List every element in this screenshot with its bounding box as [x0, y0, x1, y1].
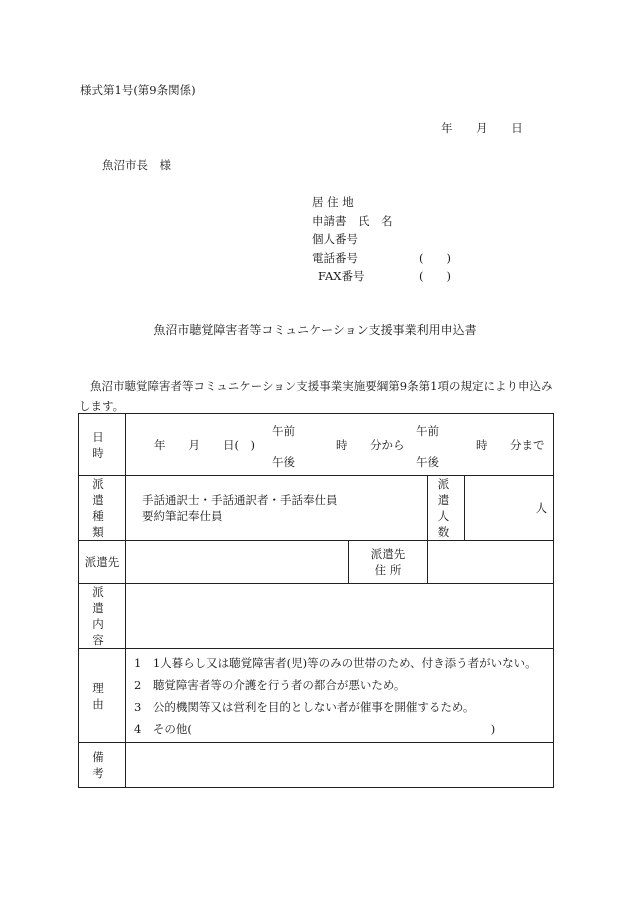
destination-address-label: 派遣先 住 所	[349, 541, 428, 584]
start-pm: 午後	[272, 455, 295, 469]
date-line: 年 月 日	[441, 121, 523, 135]
dispatch-count-label: 派 遣 人 数	[428, 476, 465, 541]
reason-item[interactable]: 1 1人暮らし又は聴覚障害者(児)等のみの世帯のため、付き添う者がいない。	[134, 655, 537, 670]
start-am: 午前	[272, 424, 295, 438]
reason-item[interactable]: 3 公的機関等又は営利を目的としない者が催事を開催するため。	[134, 699, 475, 714]
dispatch-type-row	[79, 476, 554, 541]
destination-field[interactable]	[126, 541, 349, 584]
destination-address-field[interactable]	[428, 541, 554, 584]
dispatch-type-label: 派 遣 種 類	[79, 476, 126, 541]
fax-row	[312, 267, 451, 286]
remarks-row	[79, 743, 554, 788]
datetime-field[interactable]	[126, 414, 554, 476]
dispatch-count-field[interactable]	[465, 476, 554, 541]
datetime-row	[79, 414, 554, 476]
end-until: 分まで	[510, 438, 545, 452]
reason-item[interactable]: 4 その他( )	[134, 721, 496, 736]
document-title: 魚沼市聴覚障害者等コミュニケーション支援事業利用申込書	[153, 323, 477, 337]
phone-label: 電話番号	[312, 250, 358, 265]
reason-options	[126, 649, 554, 743]
addressee: 魚沼市長 様	[102, 158, 171, 172]
reason-item[interactable]: 2 聴覚障害者等の介護を行う者の都合が悪いため。	[134, 677, 406, 692]
dispatch-type-options[interactable]	[126, 476, 428, 541]
count-unit: 人	[535, 501, 548, 515]
application-table	[78, 413, 554, 788]
reason-row	[79, 649, 554, 743]
content-label: 派 遣 内 容	[79, 584, 126, 649]
applicant-block	[312, 193, 451, 286]
destination-row	[79, 541, 554, 584]
destination-label: 派遣先	[79, 541, 126, 584]
end-pm: 午後	[416, 455, 439, 469]
phone-row	[312, 249, 451, 268]
address-label: 居 住 地	[312, 195, 354, 209]
fax-label: FAX番号	[318, 269, 365, 283]
date-ymd: 年 月 日( )	[154, 438, 255, 452]
form-number: 様式第1号(第9条関係)	[80, 83, 196, 97]
option-sign-language: 手話通訳士・手話通訳者・手話奉仕員	[142, 493, 338, 507]
intro-text: 魚沼市聴覚障害者等コミュニケーション支援事業実施要綱第9条第1項の規定により申込みします。	[79, 379, 553, 413]
option-summary-writer: 要約筆記奉仕員	[142, 509, 223, 523]
reason-label: 理 由	[79, 649, 126, 743]
personal-number-label: 個人番号	[312, 232, 358, 246]
datetime-label: 日 時	[79, 414, 126, 476]
remarks-label: 備 考	[79, 743, 126, 788]
content-row	[79, 584, 554, 649]
fax-paren: ( )	[419, 269, 451, 283]
end-hour: 時	[476, 438, 488, 452]
phone-paren: ( )	[419, 250, 451, 265]
content-field[interactable]	[126, 584, 554, 649]
name-label: 申請書 氏 名	[312, 213, 393, 228]
start-hour: 時	[336, 438, 348, 452]
end-am: 午前	[416, 424, 439, 438]
remarks-field[interactable]	[126, 743, 554, 788]
start-from: 分から	[370, 438, 405, 452]
